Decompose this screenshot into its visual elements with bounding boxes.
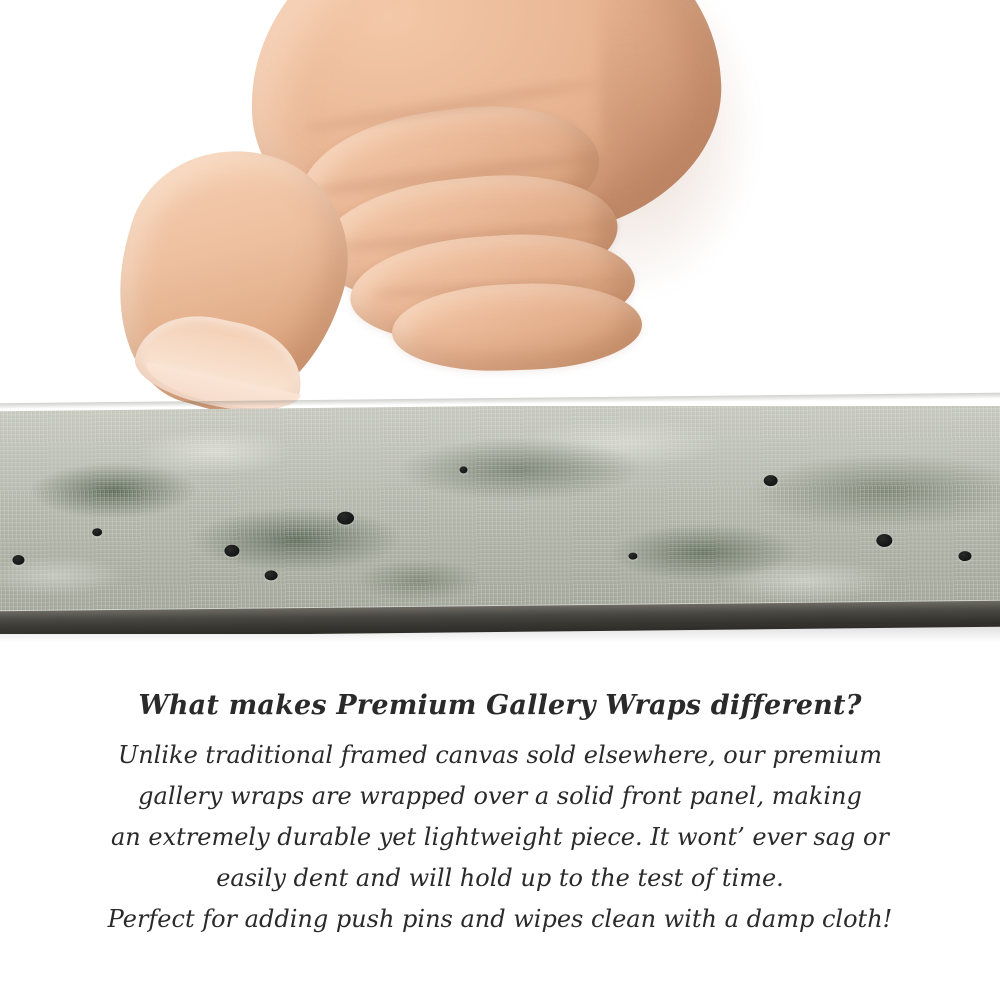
caption-line-4: easily dent and will hold up to the test of time.	[216, 864, 784, 892]
canvas-pit	[12, 555, 24, 565]
canvas-pit	[337, 512, 354, 525]
canvas-pit	[764, 475, 778, 486]
caption-headline: What makes Premium Gallery Wraps different?	[138, 690, 862, 721]
caption-line-1: Unlike traditional framed canvas sold elsewhere, our premium	[117, 741, 882, 769]
canvas-pit	[628, 553, 637, 560]
canvas-pit	[460, 466, 468, 473]
canvas-weave-texture	[0, 406, 1000, 623]
canvas-drop-shadow	[0, 624, 1000, 642]
canvas-pit	[92, 528, 102, 536]
caption-line-5: Perfect for adding push pins and wipes clean with a damp cloth!	[107, 905, 893, 933]
canvas-artwork-surface	[0, 406, 1000, 623]
canvas-pit	[224, 545, 239, 557]
caption-line-3: an extremely durable yet lightweight piece. It wont’ ever sag or	[111, 823, 889, 851]
caption-line-2: gallery wraps are wrapped over a solid front panel, making	[138, 782, 862, 810]
canvas-pit	[876, 534, 892, 547]
caption-block	[0, 690, 1000, 940]
hand-pressing-canvas	[0, 0, 1000, 420]
hand-shadow	[600, 0, 760, 300]
canvas-pit	[265, 570, 278, 580]
gallery-wrap-edge	[0, 406, 1000, 634]
canvas-pit	[958, 551, 971, 561]
